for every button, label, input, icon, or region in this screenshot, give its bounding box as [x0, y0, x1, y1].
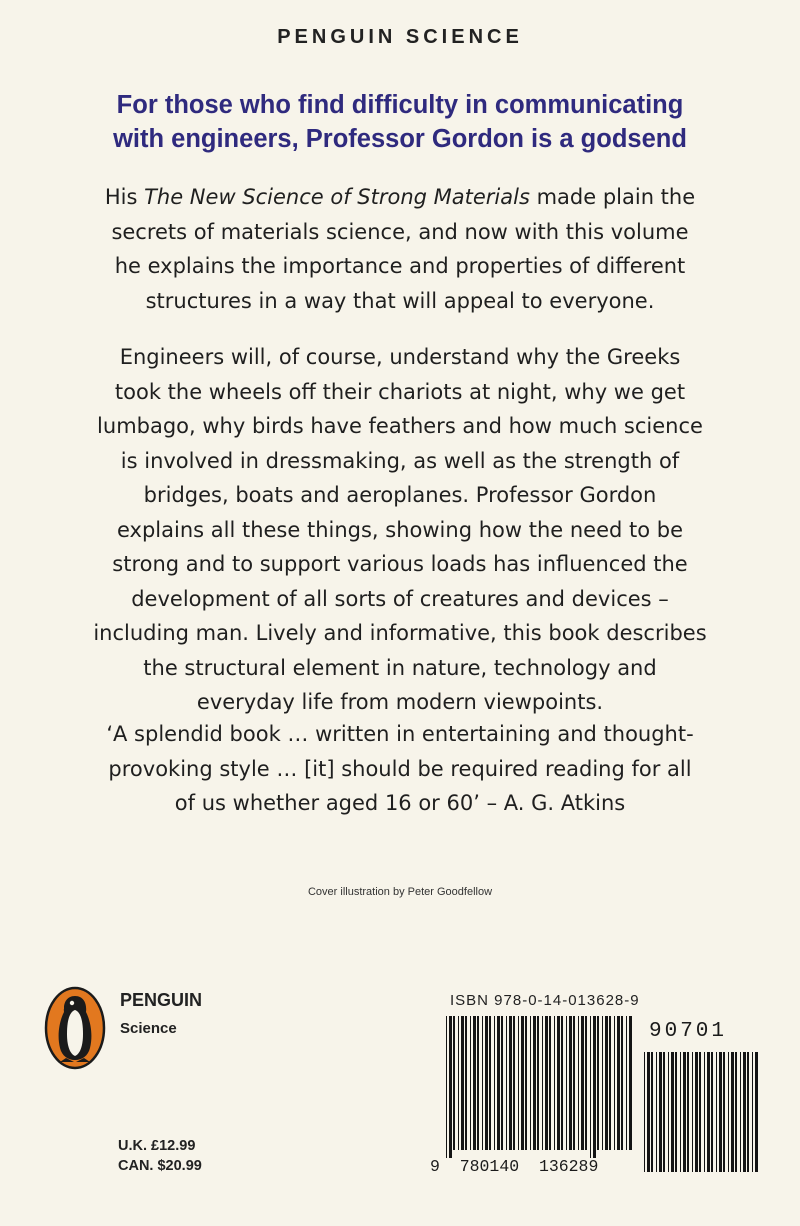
barcode-bar [542, 1016, 543, 1150]
barcode-bar [704, 1052, 705, 1172]
barcode-bar [683, 1052, 686, 1172]
barcode-bar [680, 1052, 681, 1172]
paragraph-line: structures in a way that will appeal to everyone. [145, 288, 655, 313]
barcode-bar [554, 1016, 555, 1150]
quote-line: of us whether aged 16 or 60’ – A. G. Atkins [174, 791, 626, 815]
barcode-bar [533, 1016, 536, 1150]
barcode-addon-digits: 90701 [649, 1020, 728, 1043]
barcode-bar [647, 1052, 650, 1172]
barcode-bar [581, 1016, 584, 1150]
barcode-bar [699, 1052, 701, 1172]
barcode-bar [485, 1016, 488, 1150]
barcode-bar [569, 1016, 572, 1150]
price-can: CAN. $20.99 [118, 1158, 202, 1174]
quote-line: provoking style … [it] should be required reading for all [108, 756, 692, 781]
barcode-bar [692, 1052, 693, 1172]
barcode-bar [578, 1016, 579, 1150]
barcode-bar [590, 1016, 591, 1158]
barcode-bar [711, 1052, 713, 1172]
barcode-bar [489, 1016, 491, 1150]
barcode-bar [585, 1016, 587, 1150]
text-run: His [104, 185, 145, 209]
ean-left-group: 780140 [459, 1157, 520, 1176]
barcode-bar [494, 1016, 495, 1150]
barcode-bar [525, 1016, 527, 1150]
barcode-bar [557, 1016, 560, 1150]
series-name: PENGUIN SCIENCE [277, 26, 523, 48]
barcode-bar [473, 1016, 476, 1150]
barcode-bar [671, 1052, 674, 1172]
barcode-bar [752, 1052, 753, 1172]
isbn-number: ISBN 978-0-14-013628-9 [450, 992, 640, 1009]
barcode-bar [521, 1016, 524, 1150]
barcode-bar [566, 1016, 567, 1150]
description-paragraph-2 [60, 340, 740, 720]
paragraph-line: strong and to support various loads has influenced the [112, 552, 688, 576]
barcode-bar [723, 1052, 725, 1172]
barcode-bar [545, 1016, 548, 1150]
barcode-bar [593, 1016, 596, 1158]
description-paragraph-1 [60, 180, 740, 318]
barcode-bar [465, 1016, 467, 1150]
barcode-bar [668, 1052, 669, 1172]
text-run: made plain the [529, 185, 696, 209]
paragraph-line: took the wheels off their chariots at night, why we get [114, 379, 686, 404]
quote-line: ‘A splendid book … written in entertaining and thought- [106, 722, 694, 746]
barcode-bar [719, 1052, 722, 1172]
review-quote [60, 717, 740, 821]
barcode-bar [747, 1052, 749, 1172]
barcode-bar [614, 1016, 615, 1150]
headline [60, 88, 740, 156]
barcode-bar [644, 1052, 645, 1172]
barcode-bar [573, 1016, 575, 1150]
barcode-bar [537, 1016, 539, 1150]
barcode-bar [695, 1052, 698, 1172]
ean-first-digit: 9 [430, 1157, 440, 1176]
barcode-bar [501, 1016, 503, 1150]
publisher-imprint: Science [120, 1020, 177, 1037]
paragraph-line: the structural element in nature, technology and [143, 655, 657, 680]
paragraph-line: development of all sorts of creatures and devices – [131, 586, 669, 611]
penguin-logo-icon [44, 986, 106, 1070]
barcode-bar [716, 1052, 717, 1172]
paragraph-line [60, 180, 740, 215]
barcode-bar [651, 1052, 653, 1172]
barcode-bar [497, 1016, 500, 1150]
barcode-bar [617, 1016, 620, 1150]
barcode-bar [656, 1052, 657, 1172]
barcode-bar [597, 1016, 599, 1150]
paragraph-line: explains all these things, showing how the need to be [116, 517, 684, 542]
barcode-bar [446, 1016, 447, 1158]
book-title-reference: The New Science of Strong Materials [144, 185, 530, 209]
barcode-bar [513, 1016, 515, 1150]
barcode-bar [605, 1016, 608, 1150]
barcode-bar [549, 1016, 551, 1150]
paragraph-line: he explains the importance and properties of different [114, 254, 686, 278]
barcode-bar [659, 1052, 662, 1172]
barcode-bar [735, 1052, 737, 1172]
headline-line: For those who find difficulty in communicating [116, 91, 684, 119]
barcode-bar [458, 1016, 459, 1150]
barcode-bar [621, 1016, 623, 1150]
barcode-bar [743, 1052, 746, 1172]
barcode-bar [609, 1016, 611, 1150]
barcode-bar [629, 1016, 632, 1150]
barcode-bar [561, 1016, 563, 1150]
paragraph-line: Engineers will, of course, understand why the Greeks [119, 345, 681, 369]
barcode-bar [449, 1016, 452, 1158]
barcode-bar [728, 1052, 729, 1172]
paragraph-line: lumbago, why birds have feathers and how much science [97, 414, 703, 438]
barcode-bar [675, 1052, 677, 1172]
barcode-bar [477, 1016, 479, 1150]
publisher-brand: PENGUIN [120, 990, 203, 1010]
barcode-bar [518, 1016, 519, 1150]
barcode-digits [430, 1157, 598, 1176]
barcode-bar [626, 1016, 627, 1150]
barcode-bar [731, 1052, 734, 1172]
barcode-bar [602, 1016, 603, 1150]
barcode-bar [506, 1016, 507, 1150]
price-uk: U.K. £12.99 [118, 1138, 196, 1154]
barcode-bar [707, 1052, 710, 1172]
barcode-bar [687, 1052, 689, 1172]
paragraph-line: secrets of materials science, and now with this volume [111, 219, 689, 244]
barcode-bar [470, 1016, 471, 1150]
barcode-bar [509, 1016, 512, 1150]
cover-credit: Cover illustration by Peter Goodfellow [307, 886, 493, 898]
barcode-bar [461, 1016, 464, 1150]
paragraph-line: including man. Lively and informative, this book describes [93, 621, 707, 645]
paragraph-line: bridges, boats and aeroplanes. Professor Gordon [143, 483, 657, 507]
barcode-bar [663, 1052, 665, 1172]
barcode-bar [740, 1052, 741, 1172]
barcode-bar [453, 1016, 455, 1150]
paragraph-line: everyday life from modern viewpoints. [196, 690, 604, 714]
barcode-bar [530, 1016, 531, 1150]
paragraph-line: is involved in dressmaking, as well as the strength of [120, 448, 680, 473]
ean-right-group: 136289 [538, 1157, 599, 1176]
barcode-bar [755, 1052, 758, 1172]
headline-line: with engineers, Professor Gordon is a godsend [113, 125, 687, 153]
barcode-bar [482, 1016, 483, 1150]
